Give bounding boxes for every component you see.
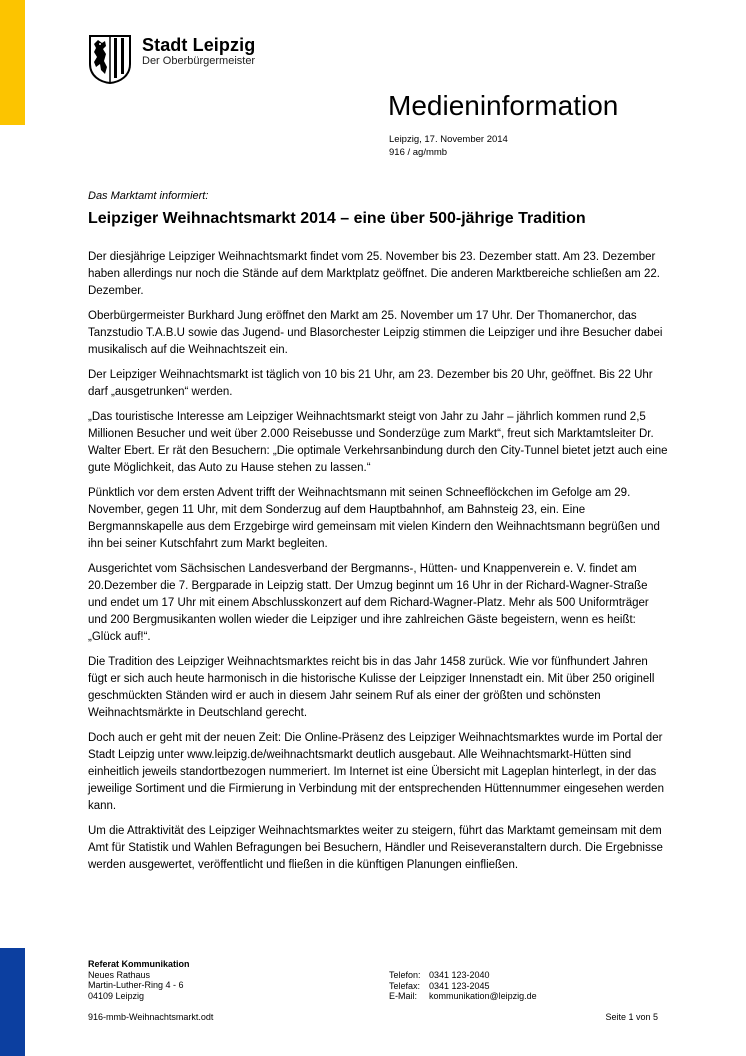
- org-subtitle: Der Oberbürgermeister: [142, 55, 256, 67]
- footer-address: [88, 959, 348, 1001]
- address-line: Martin-Luther-Ring 4 - 6: [88, 980, 184, 990]
- leipzig-lion-crest-icon: [88, 34, 132, 84]
- paragraph: Der diesjährige Leipziger Weihnachtsmarkt findet vom 25. November bis 23. Dezember statt. Am 23. Dezember haben allerdings nur noch die Stände auf dem Marktplatz geöffnet. Die anderen Marktbereiche schließen am 22. Dezember.: [88, 251, 660, 297]
- document-type-title: Medieninformation: [388, 90, 619, 121]
- address-line: Neues Rathaus: [88, 969, 151, 980]
- city-logo: [88, 34, 255, 84]
- article-kicker: Das Marktamt informiert:: [88, 190, 209, 202]
- contact-label: Telefax:: [389, 980, 421, 991]
- contact-phone: [389, 970, 659, 981]
- article-headline: Leipziger Weihnachtsmarkt 2014 – eine über 500-jährige Tradition: [88, 210, 586, 227]
- accent-bar-blue: [0, 948, 25, 1056]
- contact-value: 0341 123-2040: [429, 970, 490, 980]
- footer-filename: 916-mmb-Weihnachtsmarkt.odt: [88, 1012, 214, 1022]
- address-line: 04109 Leipzig: [88, 990, 145, 1001]
- paragraph: Pünktlich vor dem ersten Advent trifft der Weihnachtsmann mit seinen Schneeflöckchen im Gefolge am 29. November, gegen 11 Uhr, mit dem Sonderzug auf dem Hauptbahnhof, am Bahnsteig 23, ein. Eine Bergmannskapelle aus dem Erzgebirge wird gemeinsam mit vielen Kindern den Weihnachtsmann begrüßen und ihn bei seiner Kutschfahrt zum Markt begleiten.: [88, 487, 660, 550]
- paragraph: „Das touristische Interesse am Leipziger Weihnachtsmarkt steigt von Jahr zu Jahr – jährlich kommen rund 2,5 Millionen Besucher und weit über 2.000 Reisebusse und Sonderzüge zum Markt“, freut sich Marktamtsleiter Dr. Walter Ebert. Er rät den Besuchern: „Die optimale Verkehrsanbindung durch den City-Tunnel bietet jetzt auch eine gute Möglichkeit, das Auto zu Hause stehen zu lassen.“: [88, 411, 668, 474]
- org-name: Stadt Leipzig: [142, 35, 256, 55]
- contact-value: 0341 123-2045: [429, 980, 490, 991]
- paragraph: Die Tradition des Leipziger Weihnachtsmarktes reicht bis in das Jahr 1458 zurück. Wie vor fünfhundert Jahren fügt er sich auch heute harmonisch in die historische Kulisse der Leipziger Innenstadt ein. Mit über 250 originell geschmückten Ständen wird er auch in diesem Jahr seinem Ruf als einer der größten und schönsten Weihnachtsmärkte in Deutschland gerecht.: [88, 656, 655, 719]
- reference-line: 916 / ag/mmb: [389, 147, 448, 158]
- article-body: [88, 249, 668, 882]
- accent-bar-yellow: [0, 0, 25, 125]
- paragraph: Der Leipziger Weihnachtsmarkt ist täglich von 10 bis 21 Uhr, am 23. Dezember bis 20 Uhr, geöffnet. Bis 22 Uhr darf „ausgetrunken“ werden.: [88, 369, 653, 398]
- contact-fax: [389, 981, 659, 992]
- footer-department: Referat Kommunikation: [88, 959, 190, 969]
- contact-label: E-Mail:: [389, 991, 418, 1001]
- document-meta: [389, 133, 508, 159]
- contact-email: [389, 991, 659, 1002]
- footer-contacts: [389, 970, 659, 1002]
- contact-value: kommunikation@leipzig.de: [429, 991, 537, 1001]
- page-number: Seite 1 von 5: [605, 1012, 658, 1022]
- date-line: Leipzig, 17. November 2014: [389, 134, 508, 145]
- paragraph: Ausgerichtet vom Sächsischen Landesverband der Bergmanns-, Hütten- und Knappenverein e. V. findet am 20.Dezember die 7. Bergparade in Leipzig statt. Der Umzug beginnt um 16 Uhr in der Richard-Wagner-Straße und endet um 17 Uhr mit einem Abschlusskonzert auf dem Richard-Wagner-Platz. Mehr als 500 Uniformträger und 200 Bergmusikanten wollen wieder die Leipziger und ihre zahlreichen Gäste begeistern, wenn es heißt: „Glück auf!“.: [88, 563, 649, 643]
- paragraph: Oberbürgermeister Burkhard Jung eröffnet den Markt am 25. November um 17 Uhr. Der Thomanerchor, das Tanzstudio T.A.B.U sowie das Jugend- und Blasorchester Leipzig stimmen die Leipziger und ihre Besucher dabei musikalisch auf die Weihnachtszeit ein.: [88, 310, 663, 356]
- paragraph: Doch auch er geht mit der neuen Zeit: Die Online-Präsenz des Leipziger Weihnachtsmarktes wurde im Portal der Stadt Leipzig unter www.leipzig.de/weihnachtsmarkt deutlich ausgebaut. Alle Weihnachtsmarkt-Hütten sind einheitlich jeweils standortbezogen nummeriert. Im Internet ist eine Übersicht mit Lageplan hinterlegt, in der das jeweilige Sortiment und die Firmierung in Verbindung mit der entsprechenden Hüttennummer eingesehen werden kann.: [88, 732, 664, 812]
- paragraph: Um die Attraktivität des Leipziger Weihnachtsmarktes weiter zu steigern, führt das Marktamt gemeinsam mit dem Amt für Statistik und Wahlen Befragungen bei Besuchern, Händler und Reiseveranstaltern durch. Die Ergebnisse werden ausgewertet, veröffentlicht und fließen in die künftigen Planungen einfließen.: [88, 825, 663, 871]
- contact-label: Telefon:: [389, 970, 421, 980]
